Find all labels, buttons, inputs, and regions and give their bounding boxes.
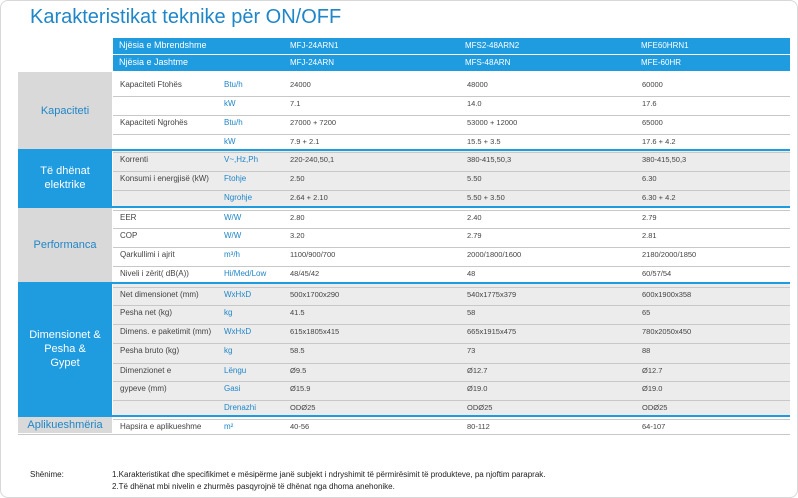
value-model-1: 615x1805x415 xyxy=(290,327,340,336)
value-model-1: 27000 + 7200 xyxy=(290,118,337,127)
value-model-3: 2180/2000/1850 xyxy=(642,250,697,259)
category-kapaciteti-label: Kapaciteti xyxy=(40,104,90,117)
value-model-3: 17.6 + 4.2 xyxy=(642,137,676,146)
value-model-3: ODØ25 xyxy=(642,403,668,412)
value-model-1: ODØ25 xyxy=(290,403,316,412)
value-model-1: 220-240,50,1 xyxy=(290,155,335,164)
category-dimensionet-line2: Pesha & xyxy=(44,343,86,355)
category-elektrike-line2: elektrike xyxy=(44,179,86,191)
value-model-2: Ø12.7 xyxy=(467,366,488,375)
value-model-3: 60/57/54 xyxy=(642,269,672,278)
category-dimensionet xyxy=(18,283,112,415)
value-model-3: 17.6 xyxy=(642,99,657,108)
row-unit: Lëngu xyxy=(224,366,247,375)
row-label: Niveli i zërit( dB(A)) xyxy=(120,269,189,278)
category-elektrike-line1: Të dhënat xyxy=(40,165,90,177)
row-divider xyxy=(113,266,790,267)
category-performanca-label: Performanca xyxy=(33,238,97,251)
separator-line xyxy=(18,149,790,151)
category-dimensionet-line1: Dimensionet & xyxy=(29,329,101,341)
row-divider xyxy=(113,190,790,191)
row-label: Dimenzionet e xyxy=(120,366,172,375)
row-divider xyxy=(113,134,790,135)
value-model-1: 7.1 xyxy=(290,99,301,108)
row-divider xyxy=(113,305,790,306)
value-model-3: 65000 xyxy=(642,118,663,127)
row-divider xyxy=(113,171,790,172)
row-divider xyxy=(113,228,790,229)
value-model-2: 48000 xyxy=(467,80,488,89)
row-label: Pesha bruto (kg) xyxy=(120,346,180,355)
value-model-1: 41.5 xyxy=(290,308,305,317)
row-unit: Drenazhi xyxy=(224,403,257,412)
value-model-3: 380-415,50,3 xyxy=(642,155,687,164)
indoor-model-2: MFS2-48ARN2 xyxy=(465,41,520,50)
value-model-1: 2.50 xyxy=(290,174,305,183)
note-2: 2.Të dhënat mbi nivelin e zhurmës pasqyrojnë të dhënat nga dhoma anehonike. xyxy=(112,482,395,491)
value-model-1: 7.9 + 2.1 xyxy=(290,137,320,146)
row-unit: Ftohje xyxy=(224,174,247,183)
outdoor-label: Njësia e Jashtme xyxy=(119,57,189,67)
value-model-1: Ø15.9 xyxy=(290,384,311,393)
value-model-2: 2.40 xyxy=(467,213,482,222)
category-performanca xyxy=(18,207,112,282)
value-model-2: 73 xyxy=(467,346,476,355)
bottom-line xyxy=(18,434,790,435)
value-model-2: 53000 + 12000 xyxy=(467,118,518,127)
outdoor-header xyxy=(113,55,790,71)
value-model-2: 5.50 xyxy=(467,174,482,183)
value-model-2: 380-415,50,3 xyxy=(467,155,512,164)
row-unit: kg xyxy=(224,308,233,317)
row-label: Pesha net (kg) xyxy=(120,308,173,317)
value-model-3: 64-107 xyxy=(642,422,666,431)
row-unit: m³/h xyxy=(224,250,240,259)
value-model-3: 6.30 + 4.2 xyxy=(642,193,676,202)
row-unit: WxHxD xyxy=(224,327,252,336)
row-unit: W/W xyxy=(224,231,242,240)
value-model-3: 65 xyxy=(642,308,651,317)
row-unit: kg xyxy=(224,346,233,355)
row-divider xyxy=(113,400,790,401)
row-label: Kapaciteti Ftohës xyxy=(120,80,182,89)
row-unit: Ngrohje xyxy=(224,193,253,202)
outdoor-model-3: MFE-60HR xyxy=(641,58,682,67)
value-model-2: 2000/1800/1600 xyxy=(467,250,522,259)
value-model-1: 24000 xyxy=(290,80,311,89)
row-divider xyxy=(113,287,790,288)
row-divider xyxy=(113,115,790,116)
value-model-1: 40-56 xyxy=(290,422,310,431)
value-model-1: 500x1700x290 xyxy=(290,290,340,299)
row-label: Konsumi i energjisë (kW) xyxy=(120,174,209,183)
category-elektrike xyxy=(18,150,112,206)
value-model-3: Ø19.0 xyxy=(642,384,663,393)
value-model-3: 2.79 xyxy=(642,213,657,222)
band-dimensionet xyxy=(113,283,790,415)
category-dimensionet-line3: Gypet xyxy=(50,357,80,369)
value-model-3: 88 xyxy=(642,346,651,355)
value-model-1: Ø9.5 xyxy=(290,366,307,375)
row-divider xyxy=(113,152,790,153)
value-model-2: 58 xyxy=(467,308,476,317)
row-divider xyxy=(113,210,790,211)
value-model-1: 2.80 xyxy=(290,213,305,222)
row-unit: WxHxD xyxy=(224,290,252,299)
note-1: 1.Karakteristikat dhe specifikimet e mësipërme janë subjekt i ndryshimit të përmirësimit të produkteve, pa njoftim paraprak. xyxy=(112,470,546,479)
category-kapaciteti xyxy=(18,72,112,149)
value-model-3: Ø12.7 xyxy=(642,366,663,375)
notes-prefix: Shënime: xyxy=(30,470,64,479)
row-label: Hapsira e aplikueshme xyxy=(120,422,202,431)
row-unit: kW xyxy=(224,137,236,146)
row-divider xyxy=(113,247,790,248)
row-unit: Gasi xyxy=(224,384,241,393)
value-model-3: 6.30 xyxy=(642,174,657,183)
value-model-1: 58.5 xyxy=(290,346,305,355)
row-label: Net dimensionet (mm) xyxy=(120,290,199,299)
value-model-3: 2.81 xyxy=(642,231,657,240)
row-label: Korrenti xyxy=(120,155,149,164)
row-unit: Btu/h xyxy=(224,80,243,89)
value-model-3: 60000 xyxy=(642,80,663,89)
value-model-2: 5.50 + 3.50 xyxy=(467,193,505,202)
row-unit: m² xyxy=(224,422,234,431)
row-label: EER xyxy=(120,213,137,222)
value-model-2: 665x1915x475 xyxy=(467,327,517,336)
row-divider xyxy=(113,363,790,364)
indoor-header xyxy=(113,38,790,54)
separator-line xyxy=(18,206,790,208)
value-model-1: 2.64 + 2.10 xyxy=(290,193,328,202)
value-model-1: 3.20 xyxy=(290,231,305,240)
row-divider xyxy=(113,381,790,382)
value-model-2: 540x1775x379 xyxy=(467,290,517,299)
value-model-1: 48/45/42 xyxy=(290,269,320,278)
row-unit: Hi/Med/Low xyxy=(224,269,267,278)
value-model-1: 1100/900/700 xyxy=(290,250,336,259)
page-title: Karakteristikat teknike për ON/OFF xyxy=(30,6,342,28)
outdoor-model-1: MFJ-24ARN xyxy=(290,58,335,67)
category-aplikueshmeria-label: Aplikueshmëria xyxy=(27,419,103,431)
value-model-2: 2.79 xyxy=(467,231,482,240)
row-divider xyxy=(113,96,790,97)
value-model-2: 48 xyxy=(467,269,476,278)
indoor-label: Njësia e Mbrendshme xyxy=(119,40,207,50)
value-model-3: 600x1900x358 xyxy=(642,290,692,299)
row-label: Kapaciteti Ngrohës xyxy=(120,118,188,127)
value-model-2: 80-112 xyxy=(467,422,490,431)
value-model-2: 15.5 + 3.5 xyxy=(467,137,501,146)
indoor-model-1: MFJ-24ARN1 xyxy=(290,41,339,50)
row-divider xyxy=(113,343,790,344)
row-unit: kW xyxy=(224,99,236,108)
row-unit: V~,Hz,Ph xyxy=(224,155,259,164)
separator-line xyxy=(18,415,790,417)
row-divider xyxy=(113,419,790,420)
value-model-2: Ø19.0 xyxy=(467,384,488,393)
row-unit: W/W xyxy=(224,213,242,222)
separator-line xyxy=(18,282,790,284)
value-model-2: ODØ25 xyxy=(467,403,493,412)
row-unit: Btu/h xyxy=(224,118,243,127)
band-elektrike xyxy=(113,150,790,206)
row-label: Dimens. e paketimit (mm) xyxy=(120,327,212,336)
value-model-3: 780x2050x450 xyxy=(642,327,692,336)
outdoor-model-2: MFS-48ARN xyxy=(465,58,511,67)
row-label: Qarkullimi i ajrit xyxy=(120,250,175,259)
indoor-model-3: MFE60HRN1 xyxy=(641,41,689,50)
category-aplikueshmeria xyxy=(18,417,112,433)
row-divider xyxy=(113,324,790,325)
value-model-2: 14.0 xyxy=(467,99,482,108)
row-label: COP xyxy=(120,231,138,240)
row-label: gypeve (mm) xyxy=(120,384,167,393)
